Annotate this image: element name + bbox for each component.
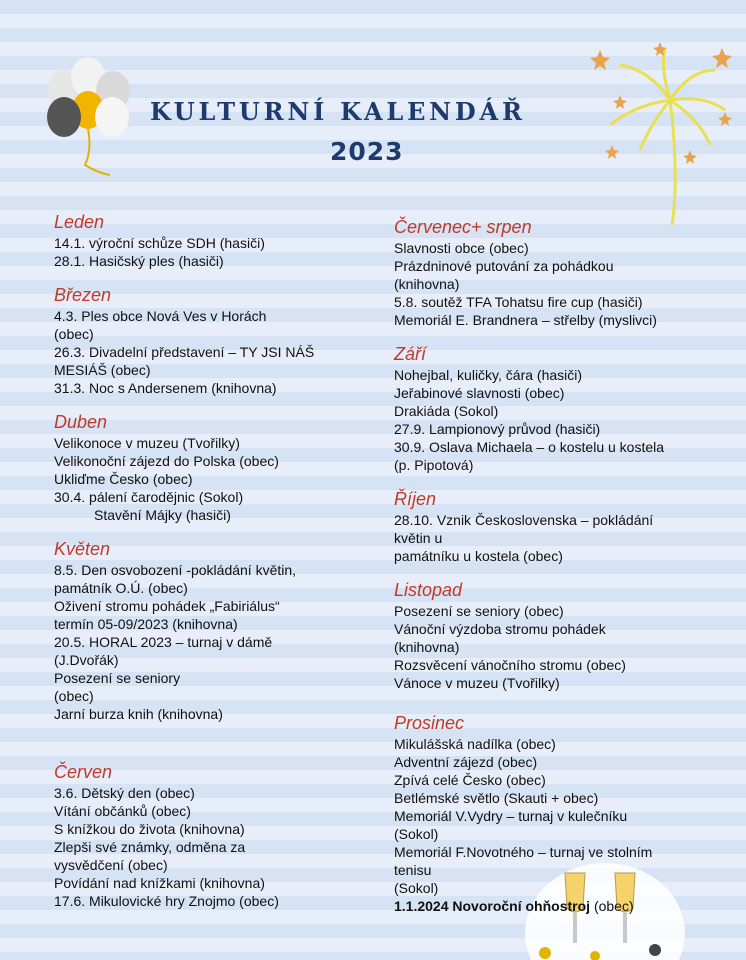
month-heading: Červenec+ srpen bbox=[394, 217, 532, 237]
event-item: Posezení se seniory (obec) bbox=[394, 603, 564, 619]
month-heading: Červen bbox=[54, 762, 113, 782]
event-item: Ukliďme Česko (obec) bbox=[54, 471, 193, 487]
event-item: (p. Pipotová) bbox=[394, 457, 474, 473]
event-item: Memoriál E. Brandnera – střelby (myslivci) bbox=[394, 312, 657, 328]
event-item: květin u bbox=[394, 530, 443, 546]
event-item: Adventní zájezd (obec) bbox=[394, 754, 538, 770]
event-item: 30.9. Oslava Michaela – o kostelu u kostela bbox=[394, 439, 665, 455]
event-item: 31.3. Noc s Andersenem (knihovna) bbox=[54, 380, 277, 396]
month-section-duben bbox=[54, 411, 374, 524]
event-item: Mikulášská nadílka (obec) bbox=[394, 736, 556, 752]
event-item: 28.1. Hasičský ples (hasiči) bbox=[54, 253, 224, 269]
month-heading: Listopad bbox=[394, 580, 463, 600]
month-section-prosinec bbox=[394, 712, 734, 915]
event-item-final bbox=[394, 897, 734, 915]
event-item: Memoriál F.Novotného – turnaj ve stolním bbox=[394, 844, 653, 860]
event-item: Vítání občánků (obec) bbox=[54, 803, 191, 819]
month-heading: Říjen bbox=[394, 489, 437, 509]
event-item: (knihovna) bbox=[394, 276, 460, 292]
page-year: 2023 bbox=[330, 137, 404, 166]
month-heading: Květen bbox=[54, 539, 111, 559]
month-section-kveten bbox=[54, 538, 374, 723]
event-item-final-rest: (obec) bbox=[590, 898, 634, 914]
event-item: Betlémské světlo (Skauti + obec) bbox=[394, 790, 599, 806]
event-item: Vánoční výzdoba stromu pohádek bbox=[394, 621, 606, 637]
event-item: tenisu bbox=[394, 862, 432, 878]
event-item: památníku u kostela (obec) bbox=[394, 548, 563, 564]
event-item: Vánoce v muzeu (Tvořilky) bbox=[394, 675, 560, 691]
event-item: 5.8. soutěž TFA Tohatsu fire cup (hasiči) bbox=[394, 294, 643, 310]
event-item: Posezení se seniory bbox=[54, 670, 181, 686]
event-item: MESIÁŠ (obec) bbox=[54, 362, 151, 378]
event-item: Velikonoční zájezd do Polska (obec) bbox=[54, 453, 279, 469]
month-heading: Prosinec bbox=[394, 713, 465, 733]
event-item: 26.3. Divadelní představení – TY JSI NÁŠ bbox=[54, 344, 315, 360]
event-item: Oživení stromu pohádek „Fabiriálus“ bbox=[54, 598, 280, 614]
month-section-listopad bbox=[394, 579, 734, 692]
event-item: Drakiáda (Sokol) bbox=[394, 403, 499, 419]
balloons-icon bbox=[40, 55, 140, 185]
event-item: Zpívá celé Česko (obec) bbox=[394, 772, 546, 788]
event-item: (obec) bbox=[54, 688, 94, 704]
event-item: 17.6. Mikulovické hry Znojmo (obec) bbox=[54, 893, 279, 909]
event-item: 28.10. Vznik Československa – pokládání bbox=[394, 512, 654, 528]
month-section-rijen bbox=[394, 488, 734, 565]
event-item: Stavění Májky (hasiči) bbox=[94, 507, 231, 523]
month-section-cerven bbox=[54, 761, 374, 910]
page-title: KULTURNÍ KALENDÁŘ bbox=[150, 97, 526, 126]
event-item: (knihovna) bbox=[394, 639, 460, 655]
event-item: 20.5. HORAL 2023 – turnaj v dámě bbox=[54, 634, 273, 650]
event-item: památník O.Ú. (obec) bbox=[54, 580, 188, 596]
event-item: 3.6. Dětský den (obec) bbox=[54, 785, 195, 801]
event-item: 14.1. výroční schůze SDH (hasiči) bbox=[54, 235, 265, 251]
event-item: (Sokol) bbox=[394, 880, 439, 896]
month-section-brezen bbox=[54, 284, 374, 397]
event-item: 27.9. Lampionový průvod (hasiči) bbox=[394, 421, 601, 437]
event-item: 30.4. pálení čarodějnic (Sokol) bbox=[54, 489, 244, 505]
event-item: (obec) bbox=[54, 326, 94, 342]
event-item: Velikonoce v muzeu (Tvořilky) bbox=[54, 435, 240, 451]
event-item: S knížkou do života (knihovna) bbox=[54, 821, 245, 837]
event-item: 4.3. Ples obce Nová Ves v Horách bbox=[54, 308, 267, 324]
event-item: (J.Dvořák) bbox=[54, 652, 119, 668]
month-heading: Duben bbox=[54, 412, 108, 432]
event-item: termín 05-09/2023 (knihovna) bbox=[54, 616, 238, 632]
event-item: Nohejbal, kuličky, čára (hasiči) bbox=[394, 367, 583, 383]
event-item: Prázdninové putování za pohádkou bbox=[394, 258, 614, 274]
month-section-cervenec-srpen bbox=[394, 216, 734, 329]
event-item: Jarní burza knih (knihovna) bbox=[54, 706, 223, 722]
left-column bbox=[54, 211, 374, 910]
event-item-final-bold: 1.1.2024 Novoroční ohňostroj bbox=[394, 898, 591, 914]
event-item: Rozsvěcení vánočního stromu (obec) bbox=[394, 657, 626, 673]
month-section-zari bbox=[394, 343, 734, 474]
event-item: Slavnosti obce (obec) bbox=[394, 240, 529, 256]
month-heading: Leden bbox=[54, 212, 105, 232]
event-item: 8.5. Den osvobození -pokládání květin, bbox=[54, 562, 297, 578]
event-item: (Sokol) bbox=[394, 826, 439, 842]
event-item: Memoriál V.Vydry – turnaj v kulečníku bbox=[394, 808, 628, 824]
month-heading: Září bbox=[394, 344, 427, 364]
event-item: Zlepši své známky, odměna za bbox=[54, 839, 246, 855]
event-item: Povídání nad knížkami (knihovna) bbox=[54, 875, 265, 891]
fireworks-icon bbox=[590, 40, 740, 230]
month-heading: Březen bbox=[54, 285, 112, 305]
event-item: Jeřabinové slavnosti (obec) bbox=[394, 385, 565, 401]
event-item: vysvědčení (obec) bbox=[54, 857, 168, 873]
right-column bbox=[394, 216, 734, 915]
month-section-leden bbox=[54, 211, 374, 270]
